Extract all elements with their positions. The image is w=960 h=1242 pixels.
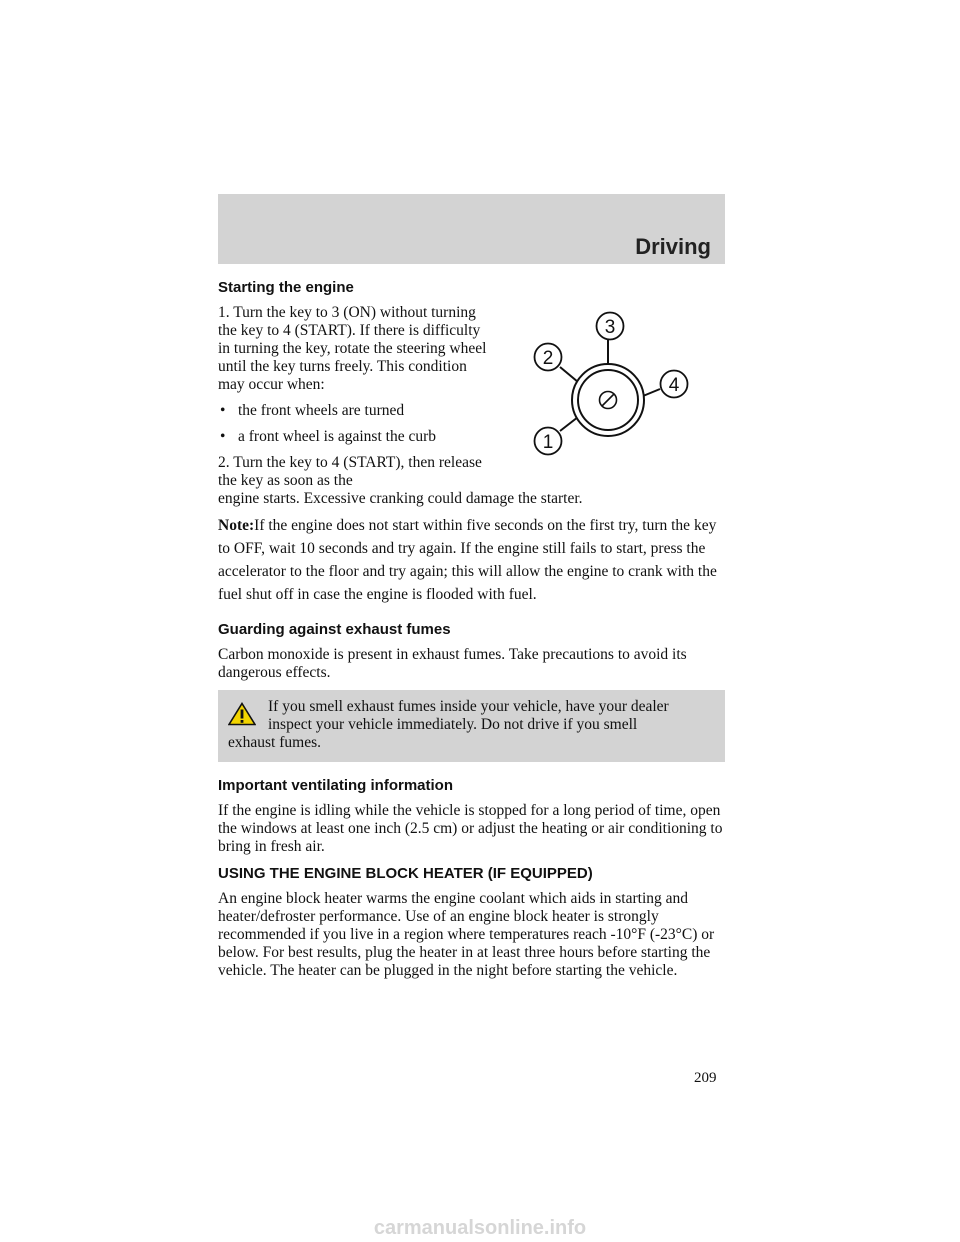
step-2-text: 2. Turn the key to 4 (START), then release the key as soon as the engine starts. Excessive cranking could damage the starter. xyxy=(218,454,583,507)
fumes-text: Carbon monoxide is present in exhaust fumes. Take precautions to avoid its dangerous effects. xyxy=(218,646,687,681)
warning-box xyxy=(218,690,725,762)
bullet-icon: • xyxy=(220,402,226,419)
section-title: Driving xyxy=(635,234,711,259)
note-paragraph: Note:If the engine does not start within five seconds on the first try, turn the key to OFF, wait 10 seconds and try again. If the engine still fails to start, press the accelerator to the floor and try again; this will allow the engine to crank with the fuel shut off in case the engine is flooded with fuel. xyxy=(218,517,717,603)
bullet-item: • a front wheel is against the curb xyxy=(220,428,436,445)
warning-text: If you smell exhaust fumes inside your vehicle, have your dealer inspect your vehicle immediately. Do not drive if you smell xyxy=(268,698,669,733)
bullet-item: • the front wheels are turned xyxy=(220,402,405,419)
warning-triangle-icon xyxy=(228,702,256,726)
heading-block-heater: USING THE ENGINE BLOCK HEATER (IF EQUIPPED) xyxy=(218,865,593,882)
block-heater-text: An engine block heater warms the engine coolant which aids in starting and heater/defroster performance. Use of an engine block heater is strongly recommended if you live in a region where temperatures reach -10°F (-23°C) or below. For best results, plug the heater in at least three hours before starting the vehicle. The heater can be plugged in the night before starting the vehicle. xyxy=(218,890,715,979)
position-3-label: 3 xyxy=(604,317,616,338)
page-number: 209 xyxy=(694,1070,717,1086)
section-header-band xyxy=(218,194,725,264)
heading-ventilating: Important ventilating information xyxy=(218,777,453,794)
ventilating-text: If the engine is idling while the vehicle is stopped for a long period of time, open the windows at least one inch (2.5 cm) or adjust the heating or air conditioning to bring in fresh air. xyxy=(218,802,723,855)
position-1-label: 1 xyxy=(542,432,554,453)
bullet-icon: • xyxy=(220,428,226,445)
watermark: carmanualsonline.info xyxy=(373,1217,587,1239)
heading-starting-engine: Starting the engine xyxy=(218,279,354,296)
note-label: Note: xyxy=(218,517,255,534)
page-content xyxy=(218,278,725,988)
heading-exhaust-fumes: Guarding against exhaust fumes xyxy=(218,621,451,638)
warning-text-end: exhaust fumes. xyxy=(228,734,321,751)
step-1-text: 1. Turn the key to 3 (ON) without turning the key to 4 (START). If there is difficulty in turning the key, rotate the steering wheel until the key turns freely. This condition may occur when: xyxy=(218,304,487,393)
position-2-label: 2 xyxy=(542,348,554,369)
position-4-label: 4 xyxy=(668,375,680,396)
